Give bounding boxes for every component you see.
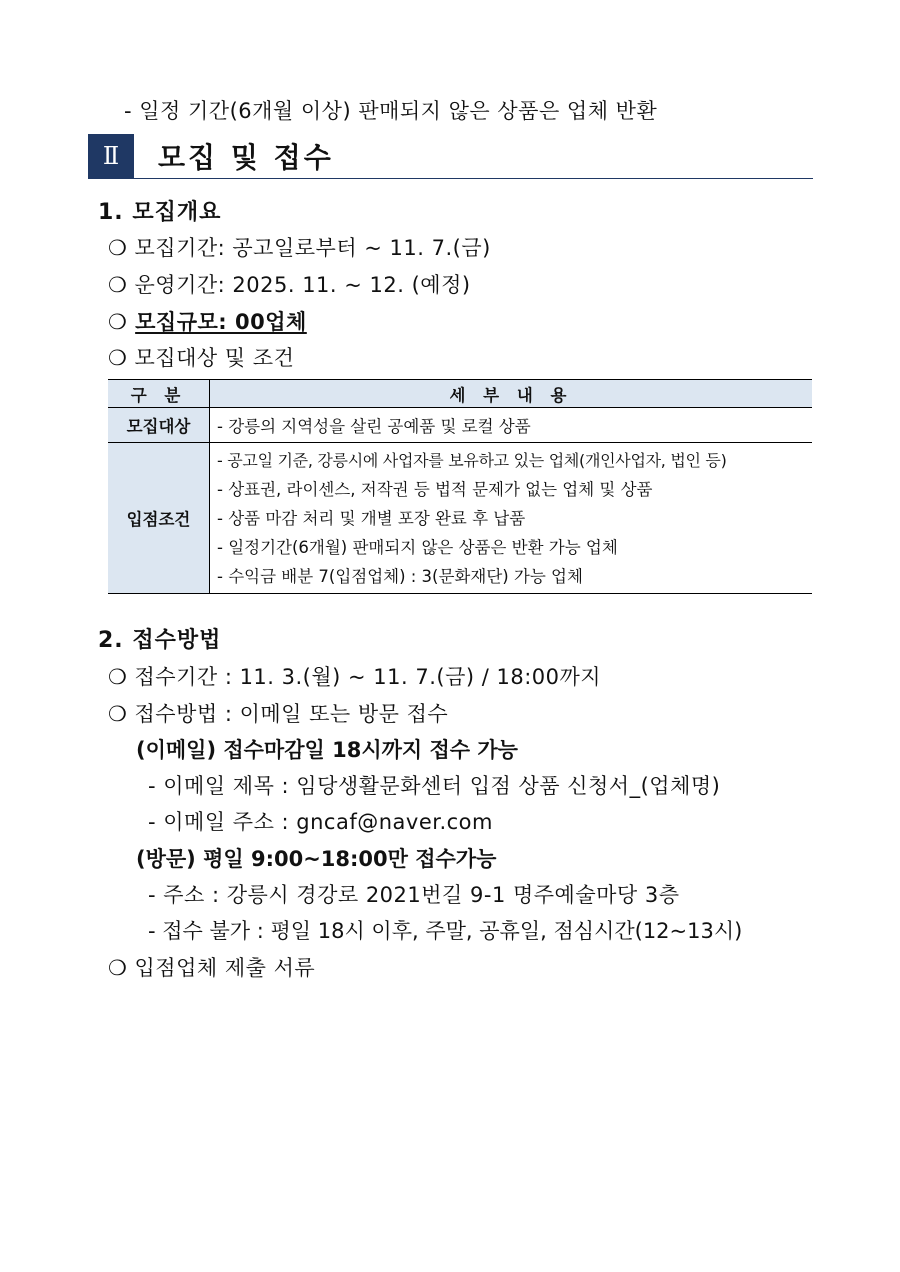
- condition-line: - 상품 마감 처리 및 개별 포장 완료 후 납품: [217, 509, 526, 528]
- email-subject: - 이메일 제목 : 임당생활문화센터 입점 상품 신청서_(업체명): [148, 774, 721, 798]
- recruit-period: ❍ 모집기간: 공고일로부터 ~ 11. 7.(금): [108, 236, 491, 260]
- condition-line: - 일정기간(6개월) 판매되지 않은 상품은 반환 가능 업체: [217, 538, 618, 557]
- recruit-conditions-table: [108, 379, 812, 594]
- email-address: - 이메일 주소 : gncaf@naver.com: [148, 810, 493, 834]
- receipt-method: ❍ 접수방법 : 이메일 또는 방문 접수: [108, 702, 449, 726]
- table-header-row: [108, 380, 812, 408]
- submission-documents: ❍ 입점업체 제출 서류: [108, 956, 316, 980]
- intro-line: - 일정 기간(6개월 이상) 판매되지 않은 상품은 업체 반환: [124, 99, 658, 123]
- condition-line: - 공고일 기준, 강릉시에 사업자를 보유하고 있는 업체(개인사업자, 법인 등): [217, 451, 727, 470]
- section-divider: [88, 178, 813, 179]
- table-header-details: 세 부 내 용: [210, 380, 813, 408]
- bullet-mark: ❍: [108, 310, 128, 334]
- visit-unavailable: - 접수 불가 : 평일 18시 이후, 주말, 공휴일, 점심시간(12~13시): [148, 919, 743, 943]
- table-row: [108, 408, 812, 443]
- part2-heading: 2. 접수방법: [98, 628, 222, 653]
- condition-line: - 수익금 배분 7(입점업체) : 3(문화재단) 가능 업체: [217, 567, 583, 586]
- section-title: 모집 및 접수: [158, 141, 334, 174]
- operation-period: ❍ 운영기간: 2025. 11. ~ 12. (예정): [108, 273, 471, 297]
- condition-line: - 상표권, 라이센스, 저작권 등 법적 문제가 없는 업체 및 상품: [217, 480, 653, 499]
- row-detail-conditions: [210, 443, 813, 594]
- row-label-conditions: 입점조건: [108, 443, 210, 594]
- visit-heading: (방문) 평일 9:00~18:00만 접수가능: [136, 847, 497, 871]
- recruit-scale-text: 모집규모: 00업체: [135, 310, 307, 334]
- visit-address: - 주소 : 강릉시 경강로 2021번길 9-1 명주예술마당 3층: [148, 883, 680, 907]
- table-header-category: 구 분: [108, 380, 210, 408]
- email-heading: (이메일) 접수마감일 18시까지 접수 가능: [136, 738, 518, 762]
- row-detail-target: - 강릉의 지역성을 살린 공예품 및 로컬 상품: [210, 408, 813, 443]
- recruit-target: ❍ 모집대상 및 조건: [108, 346, 295, 370]
- section-number-badge: Ⅱ: [88, 134, 134, 178]
- receipt-period: ❍ 접수기간 : 11. 3.(월) ~ 11. 7.(금) / 18:00까지: [108, 665, 602, 689]
- recruit-scale: [108, 306, 307, 336]
- row-label-target: 모집대상: [108, 408, 210, 443]
- part1-heading: 1. 모집개요: [98, 200, 222, 225]
- table-row: [108, 443, 812, 594]
